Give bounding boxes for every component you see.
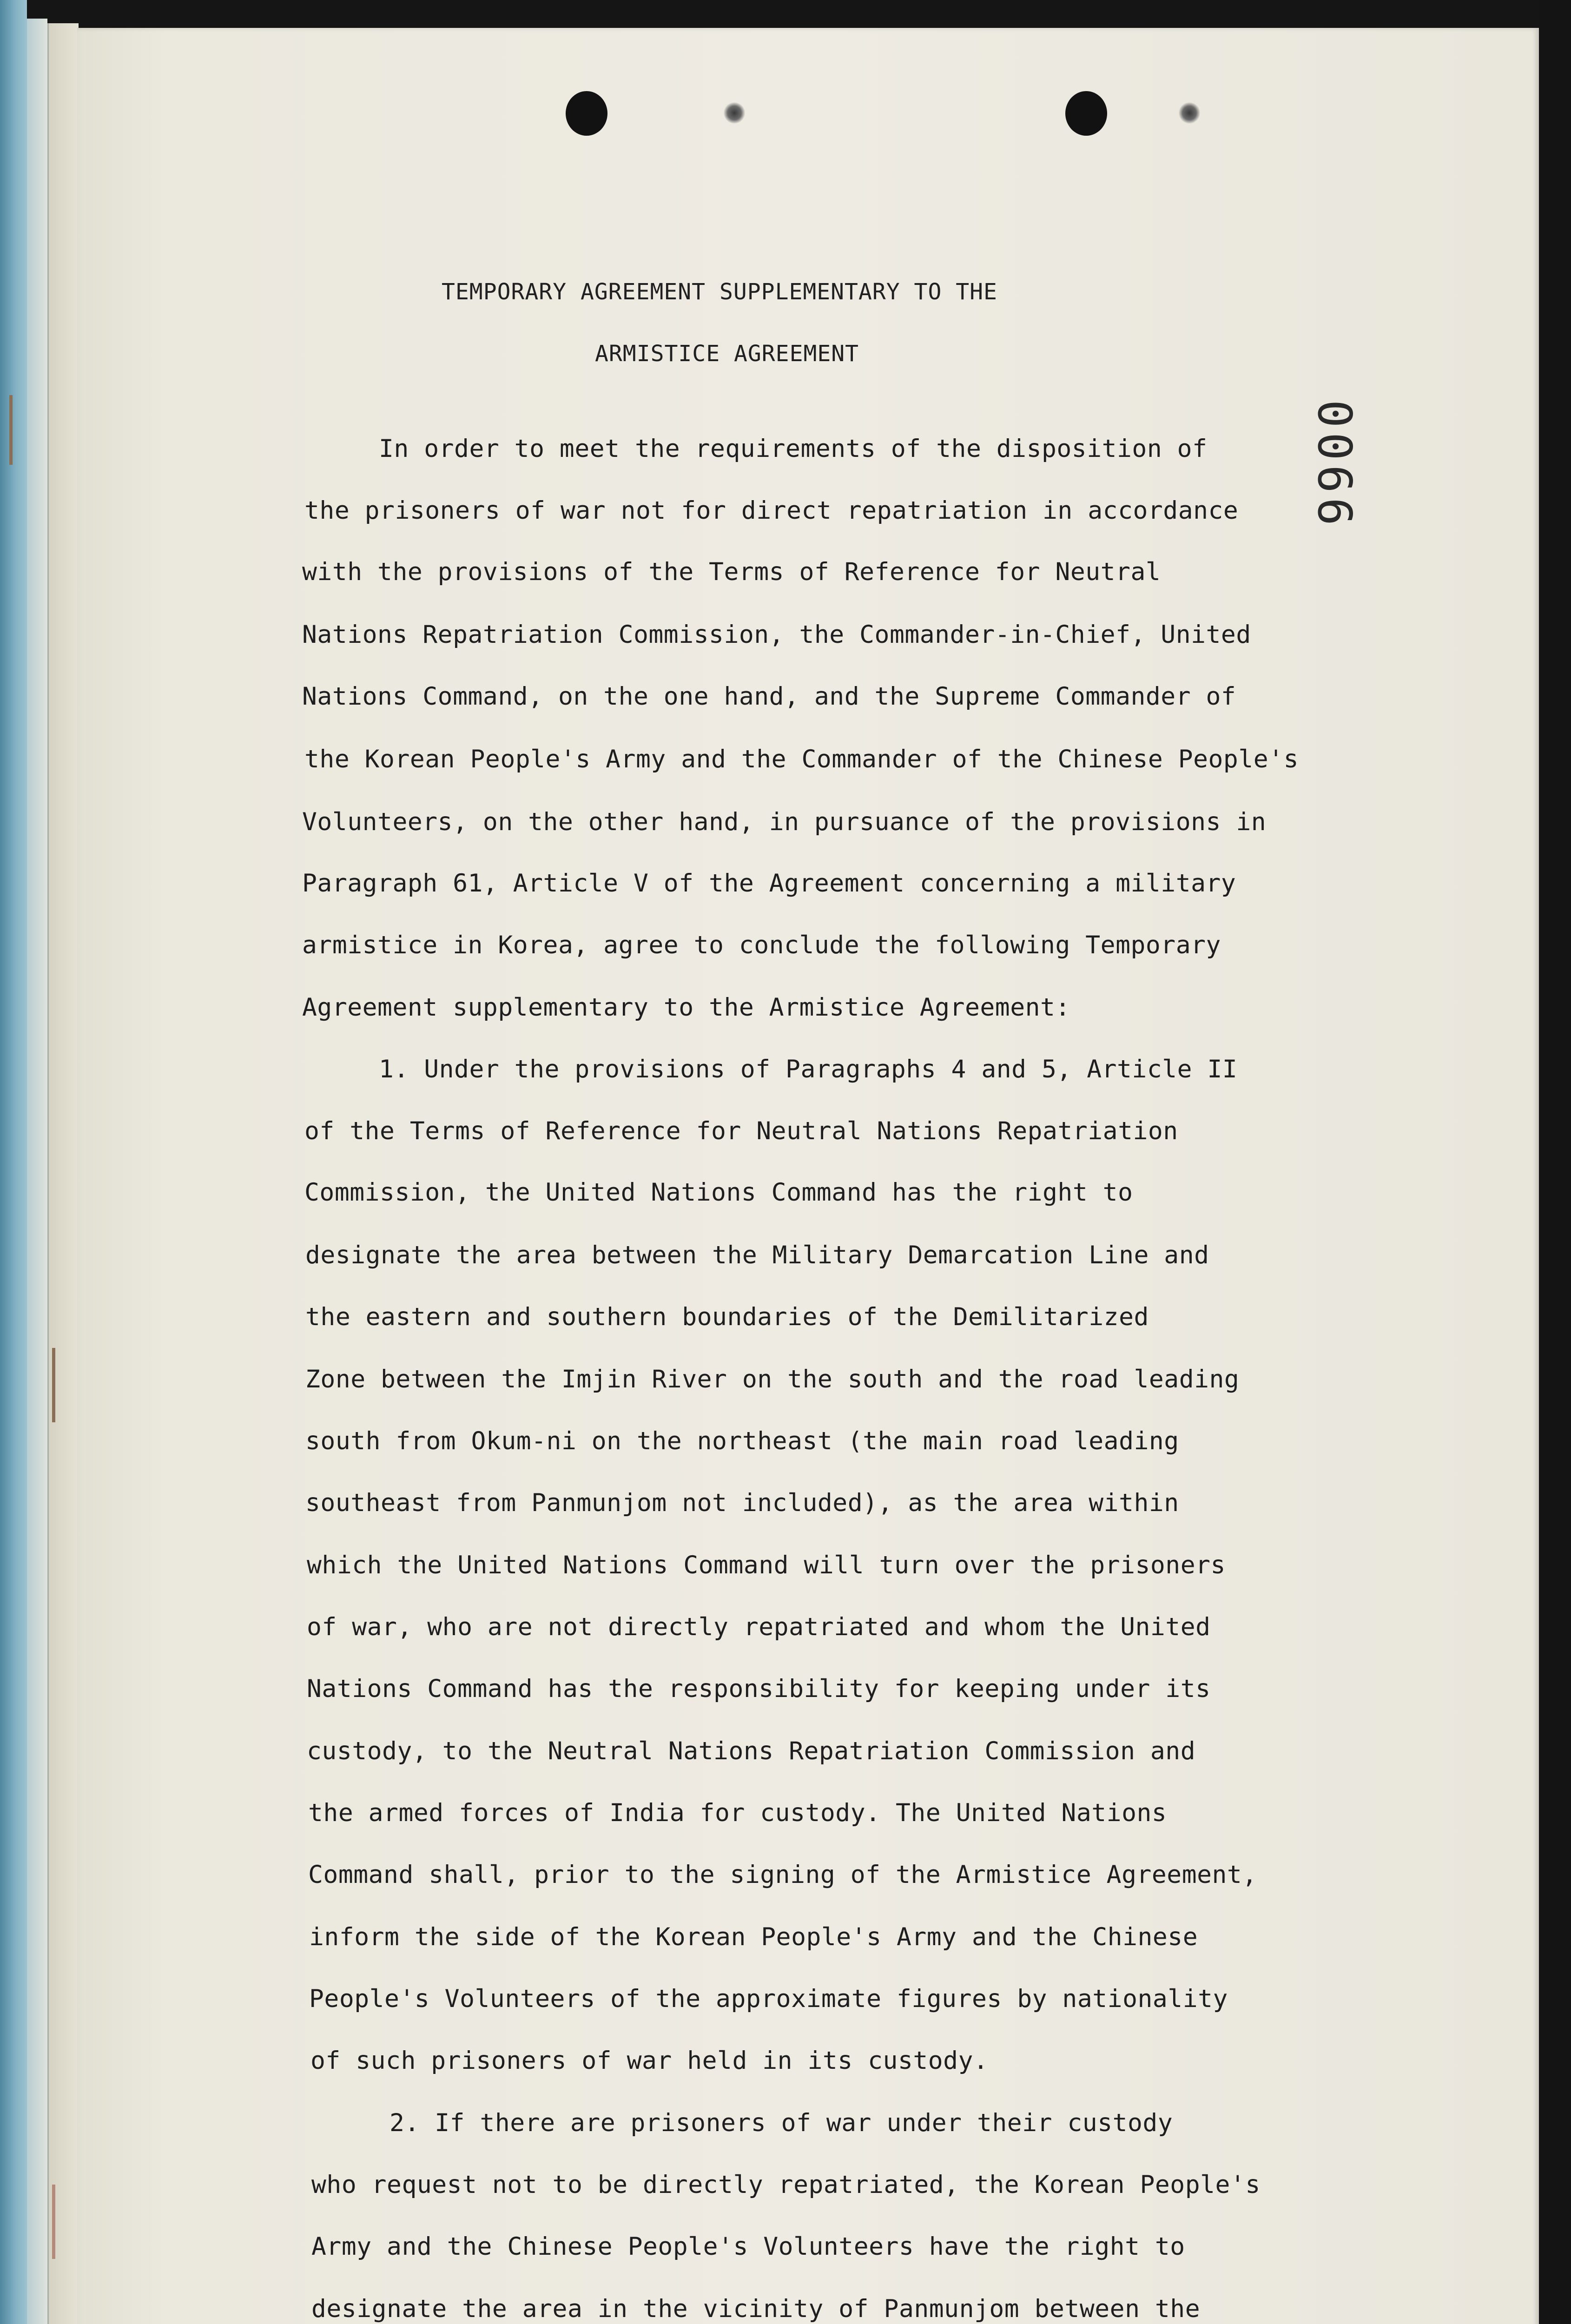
body-line: Nations Repatriation Commission, the Commander-in-Chief, United bbox=[302, 621, 1251, 649]
body-line: armistice in Korea, agree to conclude the following Temporary bbox=[302, 931, 1221, 959]
body-line: the armed forces of India for custody. The United Nations bbox=[308, 1799, 1167, 1827]
body-line: of war, who are not directly repatriated and whom the United bbox=[307, 1613, 1211, 1641]
body-line: Commission, the United Nations Command has the right to bbox=[304, 1178, 1133, 1207]
punch-hole bbox=[566, 91, 607, 136]
punch-mark bbox=[1179, 102, 1200, 124]
binder-tick-mark bbox=[9, 395, 13, 465]
body-line: which the United Nations Command will turn over the prisoners bbox=[307, 1551, 1226, 1579]
body-line: of such prisoners of war held in its custody. bbox=[310, 2047, 989, 2075]
punch-mark bbox=[724, 102, 745, 124]
body-line: the Korean People's Army and the Commander of the Chinese People's bbox=[304, 745, 1299, 773]
document-page bbox=[77, 28, 1539, 2324]
body-line: of the Terms of Reference for Neutral Nations Repatriation bbox=[304, 1117, 1178, 1145]
body-line: Zone between the Imjin River on the south and the road leading bbox=[305, 1365, 1240, 1393]
body-line: 1. Under the provisions of Paragraphs 4 and 5, Article II bbox=[379, 1055, 1238, 1083]
body-line: 2. If there are prisoners of war under their custody bbox=[389, 2109, 1173, 2137]
document-title-line-2: ARMISTICE AGREEMENT bbox=[595, 341, 859, 367]
body-line: designate the area in the vicinity of Panmunjom between the bbox=[311, 2295, 1201, 2323]
archive-stamp-vertical: 0066 bbox=[1307, 400, 1362, 530]
binder-tick-mark bbox=[52, 2185, 55, 2259]
binder-cover-edge bbox=[0, 0, 27, 2324]
binder-inner-edge bbox=[27, 19, 47, 2324]
underlying-page-edge bbox=[47, 23, 79, 2324]
body-line: Command shall, prior to the signing of the Armistice Agreement, bbox=[308, 1861, 1257, 1889]
body-line: Agreement supplementary to the Armistice Agreement: bbox=[302, 993, 1070, 1022]
body-line: Volunteers, on the other hand, in pursuance of the provisions in bbox=[302, 808, 1267, 836]
body-line: custody, to the Neutral Nations Repatriation Commission and bbox=[307, 1737, 1196, 1765]
body-line: In order to meet the requirements of the disposition of bbox=[379, 435, 1208, 463]
body-line: People's Volunteers of the approximate figures by nationality bbox=[309, 1985, 1228, 2013]
body-line: inform the side of the Korean People's Army and the Chinese bbox=[309, 1923, 1198, 1951]
document-title-line-1: TEMPORARY AGREEMENT SUPPLEMENTARY TO THE bbox=[442, 279, 997, 305]
body-line: southeast from Panmunjom not included), as the area within bbox=[305, 1489, 1179, 1517]
dark-background bbox=[0, 0, 1571, 30]
body-line: south from Okum-ni on the northeast (the main road leading bbox=[305, 1427, 1179, 1455]
body-line: Nations Command has the responsibility for keeping under its bbox=[307, 1675, 1211, 1703]
body-line: Paragraph 61, Article V of the Agreement concerning a military bbox=[302, 869, 1236, 898]
body-line: who request not to be directly repatriated, the Korean People's bbox=[311, 2171, 1261, 2199]
body-line: the eastern and southern boundaries of the Demilitarized bbox=[305, 1303, 1149, 1331]
body-line: the prisoners of war not for direct repatriation in accordance bbox=[304, 496, 1239, 525]
body-line: designate the area between the Military Demarcation Line and bbox=[305, 1241, 1209, 1269]
punch-hole bbox=[1065, 91, 1107, 136]
body-line: Nations Command, on the one hand, and the Supreme Commander of bbox=[302, 682, 1236, 711]
body-line: with the provisions of the Terms of Reference for Neutral bbox=[302, 558, 1161, 586]
body-line: Army and the Chinese People's Volunteers have the right to bbox=[311, 2232, 1185, 2261]
binder-tick-mark bbox=[52, 1348, 55, 1422]
dark-background-right bbox=[1539, 0, 1571, 2324]
